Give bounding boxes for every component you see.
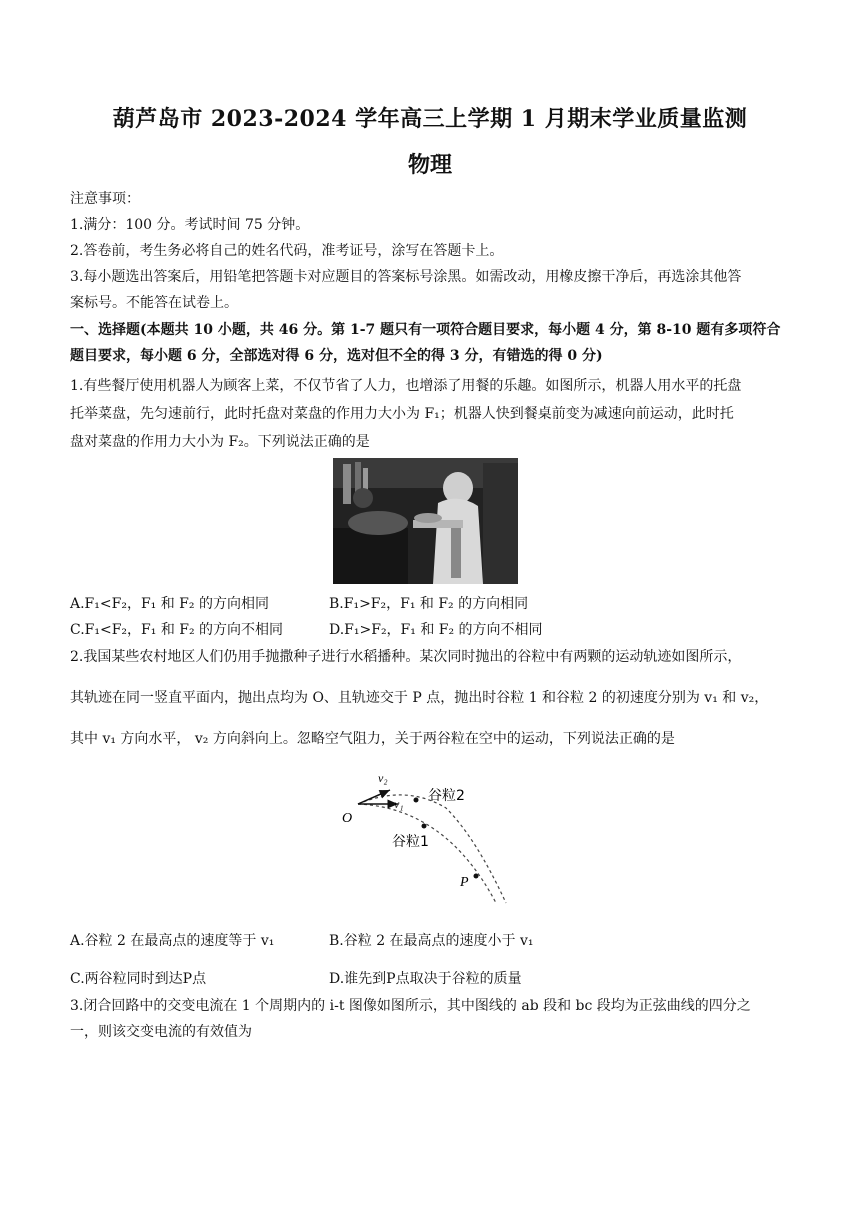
note-item-1: 1.满分：100 分。考试时间 75 分钟。: [70, 217, 310, 233]
q3-stem-line1: 3.闭合回路中的交变电流在 1 个周期内的 i-t 图像如图所示，其中图线的 ab 段和 bc 段均为正弦曲线的四分之: [70, 998, 751, 1014]
q2-option-c: C.两谷粒同时到达P点: [70, 971, 207, 987]
notes-heading: 注意事项：: [70, 191, 140, 207]
robot-waiter-photo: [333, 458, 518, 584]
grain1-dot: [422, 824, 427, 829]
q1-option-c: C.F₁<F₂，F₁ 和 F₂ 的方向不相同: [70, 622, 284, 638]
section1-heading-cont: 题目要求，每小题 6 分，全部选对得 6 分，选对但不全的得 3 分，有错选的得 0 分): [70, 348, 603, 364]
note-item-3-cont: 案标号。不能答在试卷上。: [70, 295, 238, 311]
point-p-dot: [474, 874, 479, 879]
grain2-trajectory: [358, 795, 506, 903]
label-o: O: [342, 811, 353, 826]
q2-stem-line2: 其轨迹在同一竖直平面内，抛出点均为 O、且轨迹交于 P 点，抛出时谷粒 1 和谷粒 2 的初速度分别为 v₁ 和 v₂，: [70, 690, 769, 706]
subject-title: 物理: [407, 152, 452, 178]
q2-stem-line3: 其中 v₁ 方向水平， v₂ 方向斜向上。忽略空气阻力，关于两谷粒在空中的运动，下列说法正确的是: [70, 731, 675, 747]
q1-stem-line2: 托举菜盘，先匀速前行，此时托盘对菜盘的作用力大小为 F₁；机器人快到餐桌前变为减速向前运动，此时托: [70, 406, 734, 422]
q1-option-a: A.F₁<F₂，F₁ 和 F₂ 的方向相同: [70, 596, 269, 612]
q1-option-d: D.F₁>F₂，F₁ 和 F₂ 的方向不相同: [329, 622, 543, 638]
q2-option-d: D.谁先到P点取决于谷粒的质量: [329, 971, 522, 987]
label-v1: v₁: [394, 797, 404, 811]
grain2-dot: [414, 798, 419, 803]
grain-trajectory-diagram: [336, 768, 516, 910]
q2-option-b: B.谷粒 2 在最高点的速度小于 v₁: [329, 933, 534, 949]
label-grain1: 谷粒1: [392, 834, 429, 850]
grain1-trajectory: [358, 804, 496, 903]
label-p: P: [460, 875, 469, 890]
q1-option-b: B.F₁>F₂，F₁ 和 F₂ 的方向相同: [329, 596, 529, 612]
q1-stem-line3: 盘对菜盘的作用力大小为 F₂。下列说法正确的是: [70, 434, 370, 450]
q2-stem-line1: 2.我国某些农村地区人们仍用手抛撒种子进行水稻播种。某次同时抛出的谷粒中有两颗的运动轨迹如图所示，: [70, 649, 742, 665]
v2-arrow: [358, 790, 390, 804]
note-item-3: 3.每小题选出答案后，用铅笔把答题卡对应题目的答案标号涂黑。如需改动，用橡皮擦干净后，再选涂其他答: [70, 269, 742, 285]
label-v2: v₂: [378, 771, 388, 785]
q3-stem-line2: 一，则该交变电流的有效值为: [70, 1024, 252, 1040]
section1-heading: 一、选择题(本题共 10 小题，共 46 分。第 1-7 题只有一项符合题目要求，每小题 4 分，第 8-10 题有多项符合: [70, 322, 781, 338]
label-grain2: 谷粒2: [428, 788, 465, 804]
q1-stem-line1: 1.有些餐厅使用机器人为顾客上菜，不仅节省了人力，也增添了用餐的乐趣。如图所示，机器人用水平的托盘: [70, 378, 742, 394]
q2-option-a: A.谷粒 2 在最高点的速度等于 v₁: [70, 933, 275, 949]
exam-title: 葫芦岛市 2023-2024 学年高三上学期 1 月期末学业质量监测: [112, 106, 748, 132]
note-item-2: 2.答卷前，考生务必将自己的姓名代码，准考证号，涂写在答题卡上。: [70, 243, 504, 259]
